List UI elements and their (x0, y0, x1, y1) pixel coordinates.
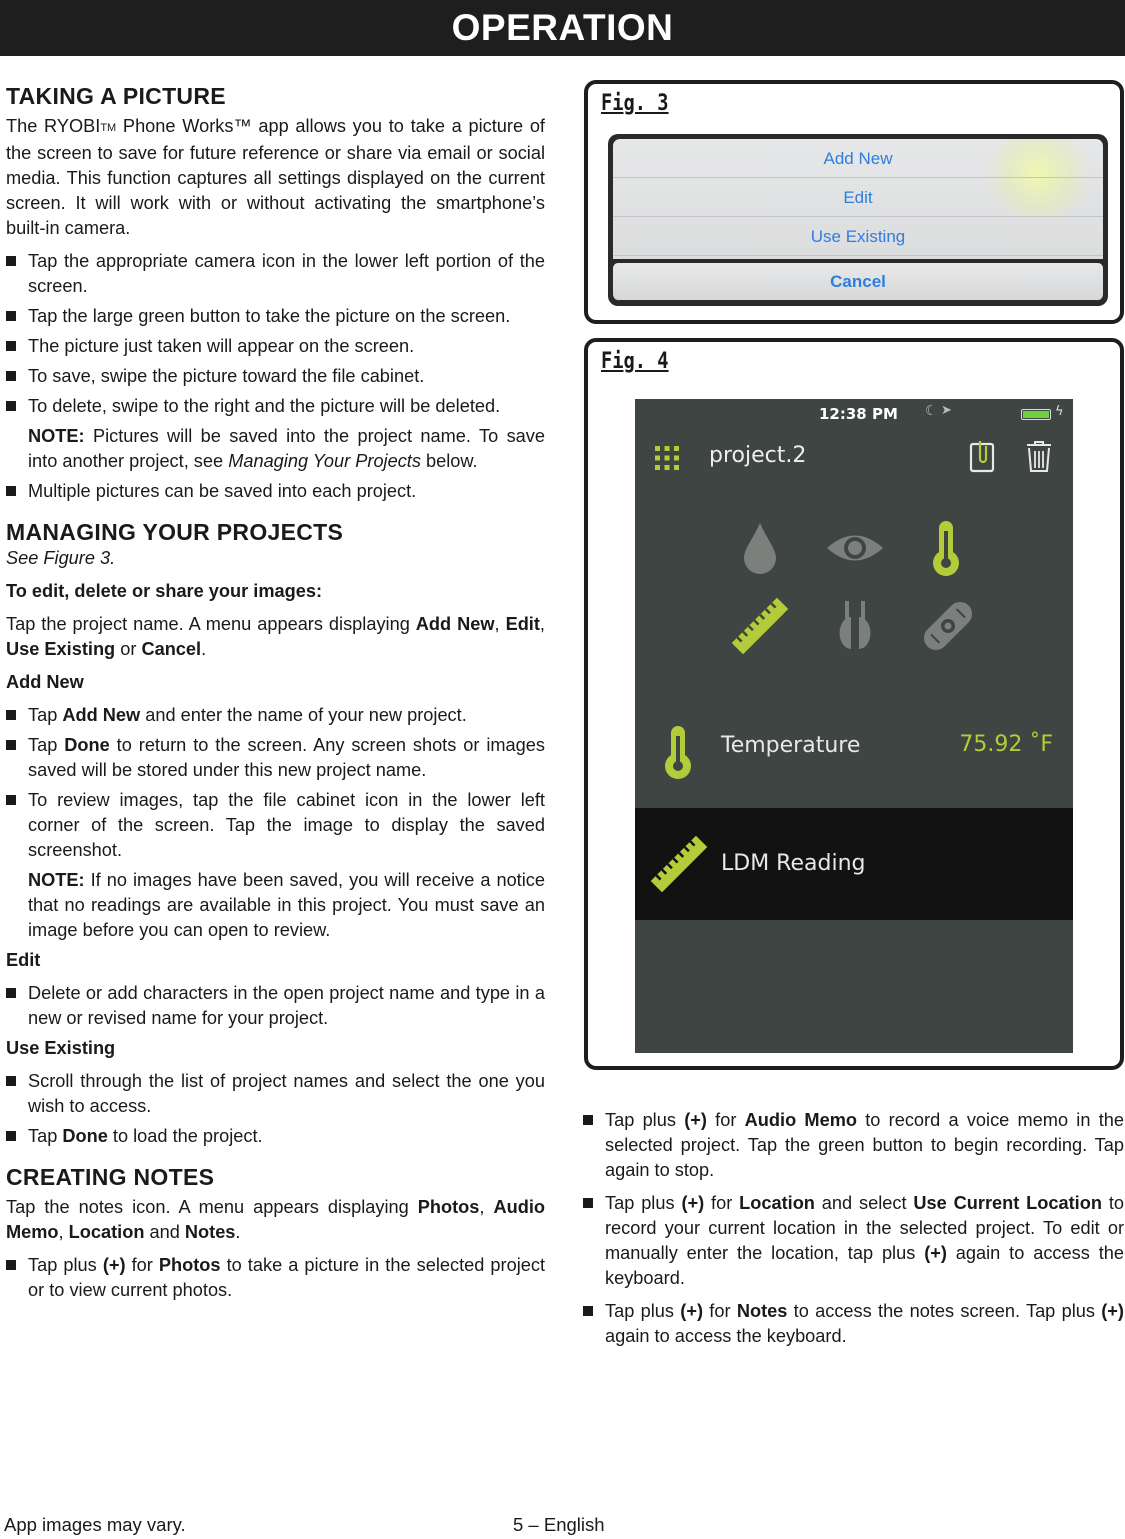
temperature-label: Temperature (721, 733, 861, 758)
list-item: Delete or add characters in the open project name and type in a new or revised name for your project. (6, 981, 545, 1031)
moisture-drop-icon[interactable] (743, 521, 777, 575)
add-new-list (6, 703, 545, 863)
ldm-label: LDM Reading (721, 851, 866, 876)
figure-label: Fig. 3 (601, 91, 669, 116)
temperature-row[interactable] (635, 694, 1073, 806)
taking-picture-list (6, 249, 545, 419)
see-figure-ref: See Figure 3. (6, 548, 116, 568)
section-heading-managing: MANAGING YOUR PROJECTS (6, 519, 344, 545)
thermometer-icon (663, 724, 693, 780)
creating-notes-intro: Tap the notes icon. A menu appears displaying Photos, Audio Memo, Location and Notes. (6, 1197, 545, 1242)
stud-finder-icon[interactable] (827, 599, 883, 653)
list-item: Tap Done to return to the screen. Any screen shots or images saved will be stored under this new project name. (6, 733, 545, 783)
use-existing-option[interactable]: Use Existing (613, 217, 1103, 256)
edit-option[interactable]: Edit (613, 178, 1103, 217)
action-sheet-panel (613, 139, 1103, 301)
list-item: To review images, tap the file cabinet icon in the lower left corner of the screen. Tap the image to display the saved screenshot. (6, 788, 545, 863)
inspection-eye-icon[interactable] (825, 529, 885, 567)
creating-notes-list (6, 1253, 545, 1303)
list-item: Tap Add New and enter the name of your new project. (6, 703, 545, 728)
list-item: Tap the appropriate camera icon in the lower left portion of the screen. (6, 249, 545, 299)
list-item: Multiple pictures can be saved into each project. (6, 479, 545, 504)
moon-icon: ☾ (925, 403, 938, 419)
list-item: Tap plus (+) for Photos to take a picture in the selected project or to view current photos. (6, 1253, 545, 1303)
trash-icon[interactable] (1026, 439, 1052, 473)
figure-3 (584, 80, 1124, 324)
project-name[interactable]: project.2 (709, 443, 807, 468)
notes-clip-icon[interactable] (969, 439, 995, 473)
section-heading-taking-picture: TAKING A PICTURE (6, 83, 226, 109)
taking-picture-list-end (6, 479, 545, 504)
edit-heading: Edit (6, 950, 41, 970)
managing-subheading: To edit, delete or share your images: (6, 581, 323, 601)
grid-menu-icon[interactable] (655, 446, 679, 470)
app-header (635, 429, 1073, 489)
list-item: Tap plus (+) for Audio Memo to record a voice memo in the selected project. Tap the green button to begin recording. Tap again to stop. (583, 1108, 1124, 1183)
cancel-wrap (613, 259, 1103, 301)
footer-note: App images may vary. (4, 1514, 186, 1535)
battery-level (1023, 411, 1049, 418)
list-item: To delete, swipe to the right and the picture will be deleted. (6, 394, 545, 419)
right-column (583, 1108, 1124, 1354)
list-item: Tap plus (+) for Notes to access the notes screen. Tap plus (+) again to access the keyboard. (583, 1299, 1124, 1349)
ldm-reading-row[interactable] (635, 808, 1073, 920)
section-heading-creating-notes: CREATING NOTES (6, 1164, 215, 1190)
add-new-heading: Add New (6, 672, 84, 692)
level-icon[interactable] (917, 595, 979, 657)
note-pictures: NOTE: Pictures will be saved into the project name. To save into another project, see Managing Your Projects below. (28, 426, 545, 471)
taking-picture-intro: The RYOBITM Phone Works™ app allows you to take a picture of the screen to save for future reference or share via email or social media. This function captures all settings displayed on the current screen. It will work with or without activating the smartphone’s built-in camera. (6, 116, 545, 238)
action-sheet (608, 134, 1108, 306)
thermometer-icon[interactable] (931, 519, 961, 577)
temperature-value: 75.92 ˚F (959, 732, 1053, 757)
list-item: The picture just taken will appear on the screen. (6, 334, 545, 359)
left-column (6, 82, 545, 1308)
status-time: 12:38 PM (819, 405, 898, 423)
charging-icon: ϟ (1055, 404, 1064, 419)
phone-screen (635, 399, 1073, 1053)
use-existing-list (6, 1069, 545, 1149)
list-item: Scroll through the list of project names and select the one you wish to access. (6, 1069, 545, 1119)
page-header: OPERATION (0, 0, 1125, 56)
location-arrow-icon: ➤ (941, 403, 952, 418)
cancel-button[interactable]: Cancel (613, 263, 1103, 300)
notes-options-list (583, 1108, 1124, 1349)
status-bar (635, 399, 1073, 429)
edit-list (6, 981, 545, 1031)
cross-reference-link: Managing Your Projects (228, 451, 421, 471)
add-new-option[interactable]: Add New (613, 139, 1103, 178)
laser-measure-icon (649, 834, 709, 894)
laser-measure-icon[interactable] (730, 596, 790, 656)
page-number: 5 – English (513, 1514, 605, 1535)
list-item: Tap Done to load the project. (6, 1124, 545, 1149)
list-item: Tap the large green button to take the picture on the screen. (6, 304, 545, 329)
figure-label: Fig. 4 (601, 349, 669, 374)
figure-4 (584, 338, 1124, 1070)
managing-intro: Tap the project name. A menu appears displaying Add New, Edit, Use Existing or Cancel. (6, 614, 545, 659)
list-item: Tap plus (+) for Location and select Use Current Location to record your current location in the selected project. To edit or manually enter the location, tap plus (+) again to access the keyboard. (583, 1191, 1124, 1291)
note-no-images: NOTE: If no images have been saved, you will receive a notice that no readings are available in this project. You must save an image before you can open to review. (28, 870, 545, 940)
battery-icon (1021, 409, 1051, 420)
use-existing-heading: Use Existing (6, 1038, 116, 1058)
list-item: To save, swipe the picture toward the file cabinet. (6, 364, 545, 389)
